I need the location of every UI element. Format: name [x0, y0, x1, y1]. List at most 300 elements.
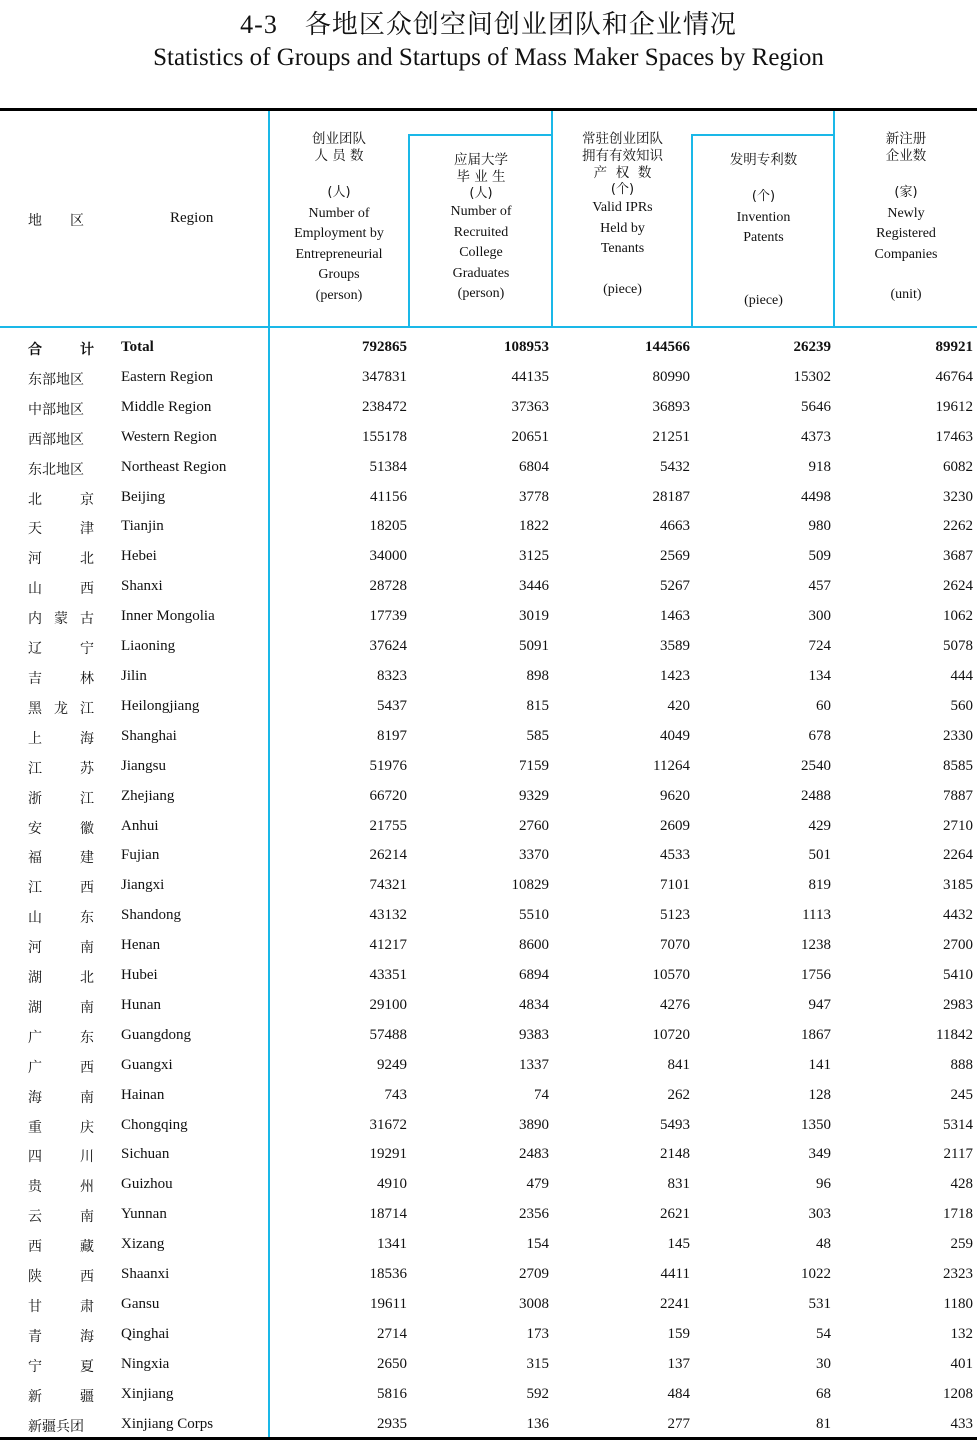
companies-value: 2624	[943, 578, 973, 595]
table-row	[0, 1261, 977, 1291]
region-name-cn: 天 津	[28, 521, 94, 538]
graduates-value: 44135	[511, 368, 549, 385]
ipr-value: 28187	[652, 488, 690, 505]
patents-value: 947	[808, 996, 831, 1013]
table-row	[0, 693, 977, 723]
region-name-en: Northeast Region	[121, 458, 227, 475]
header-en-line: Number of	[450, 204, 512, 219]
ipr-value: 484	[667, 1385, 690, 1402]
employment-value: 155178	[362, 428, 407, 445]
ipr-value: 21251	[652, 428, 690, 445]
table-row	[0, 1231, 977, 1261]
graduates-value: 592	[526, 1385, 549, 1402]
header-cn-line: 应届大学	[454, 152, 508, 168]
patents-value: 819	[808, 877, 831, 894]
ipr-value: 80990	[652, 368, 690, 385]
patents-value: 300	[808, 608, 831, 625]
graduates-value: 136	[526, 1415, 549, 1432]
patents-value: 4498	[801, 488, 831, 505]
ipr-value: 1423	[660, 667, 690, 684]
graduates-value: 8600	[519, 937, 549, 954]
region-name-cn: 安 徽	[28, 820, 94, 837]
table-row	[0, 603, 977, 633]
graduates-value: 5091	[519, 638, 549, 655]
header-cn-line: 产 权 数	[593, 165, 652, 181]
region-name-en: Middle Region	[121, 398, 212, 415]
companies-value: 2262	[943, 518, 973, 535]
graduates-value: 3890	[519, 1116, 549, 1133]
graduates-value: 5510	[519, 907, 549, 924]
table-row	[0, 543, 977, 573]
patents-value: 81	[816, 1415, 831, 1432]
region-name-en: Inner Mongolia	[121, 608, 215, 625]
table-row	[0, 1381, 977, 1411]
companies-value: 428	[950, 1176, 973, 1193]
region-name-cn: 山 西	[28, 581, 94, 598]
companies-value: 5314	[943, 1116, 973, 1133]
ipr-value: 2609	[660, 817, 690, 834]
table-row	[0, 872, 977, 902]
region-name-cn: 四 川	[28, 1149, 94, 1166]
graduates-value: 898	[526, 667, 549, 684]
ipr-value: 137	[667, 1355, 690, 1372]
region-name-en: Qinghai	[121, 1325, 170, 1342]
graduates-value: 3125	[519, 548, 549, 565]
graduates-value: 6894	[519, 967, 549, 984]
table-row	[0, 813, 977, 843]
table-row	[0, 753, 977, 783]
companies-value: 2700	[943, 937, 973, 954]
region-name-cn: 西 藏	[28, 1239, 94, 1256]
region-name-en: Hebei	[121, 548, 157, 565]
region-name-cn: 新 疆	[28, 1388, 94, 1405]
header-en-line: Graduates	[452, 265, 510, 281]
header-en-line: Entrepreneurial	[295, 246, 383, 262]
region-name-en: Henan	[121, 937, 161, 954]
header-en-line: Groups	[318, 267, 360, 282]
table-row	[0, 723, 977, 753]
table-row	[0, 1201, 977, 1231]
graduates-value: 7159	[519, 757, 549, 774]
companies-value: 1180	[943, 1296, 973, 1312]
region-name-en: Shaanxi	[121, 1266, 170, 1283]
header-en-line: (piece)	[744, 292, 783, 308]
ipr-value: 4663	[660, 518, 690, 535]
region-name-cn: 合 计	[28, 342, 94, 358]
patents-value: 1350	[801, 1116, 831, 1133]
employment-value: 41156	[370, 488, 407, 505]
patents-value: 509	[808, 548, 831, 565]
total-row	[0, 334, 977, 364]
graduates-value: 479	[526, 1176, 549, 1193]
table-row	[0, 962, 977, 992]
companies-value: 433	[950, 1415, 973, 1432]
top-rule	[0, 108, 977, 111]
header-en-line: Registered	[876, 226, 936, 241]
patents-value: 531	[808, 1296, 831, 1312]
ipr-value: 5267	[660, 578, 690, 595]
patents-value: 1022	[801, 1266, 831, 1283]
graduates-value: 2483	[519, 1146, 549, 1163]
employment-value: 238472	[362, 398, 407, 415]
table-title-en: Statistics of Groups and Startups of Mass Maker Spaces by Region	[153, 44, 824, 71]
ipr-value: 2621	[660, 1206, 690, 1223]
employment-value: 34000	[369, 548, 407, 565]
header-region-cn: 地区	[28, 213, 112, 229]
ipr-value: 9620	[660, 787, 690, 804]
companies-value: 8585	[943, 757, 973, 774]
graduates-value: 108953	[504, 339, 549, 355]
ipr-value: 5493	[660, 1116, 690, 1133]
region-name-cn: 河 南	[28, 940, 94, 957]
ipr-value: 3589	[660, 638, 690, 655]
region-name-cn: 湖 北	[28, 970, 94, 987]
employment-value: 19291	[369, 1146, 407, 1163]
header-en-line: Patents	[743, 230, 784, 245]
ipr-value: 10720	[652, 1026, 690, 1043]
table-row	[0, 1112, 977, 1142]
region-name-en: Zhejiang	[121, 787, 175, 804]
employment-value: 2935	[377, 1415, 407, 1432]
ipr-value: 2569	[660, 548, 690, 565]
companies-value: 1062	[943, 608, 973, 625]
employment-value: 1341	[377, 1236, 407, 1253]
header-cn-line: 人 员 数	[314, 148, 364, 164]
region-name-cn: 上 海	[28, 730, 94, 747]
companies-value: 17463	[935, 428, 973, 445]
graduates-value: 815	[526, 697, 549, 714]
region-name-en: Hunan	[121, 996, 161, 1013]
region-name-en: Heilongjiang	[121, 697, 200, 714]
companies-value: 2117	[943, 1146, 973, 1163]
graduates-value: 1822	[519, 518, 549, 535]
region-name-en: Xinjiang	[121, 1385, 174, 1402]
region-name-cn: 贵 州	[28, 1179, 94, 1196]
region-name-en: Shanxi	[121, 578, 163, 595]
region-name-cn: 湖 南	[28, 999, 94, 1016]
region-name-cn: 广 东	[28, 1029, 94, 1046]
employment-value: 31672	[369, 1116, 407, 1133]
table-row	[0, 1321, 977, 1351]
table-body	[0, 334, 977, 1441]
companies-value: 5078	[943, 638, 973, 655]
patents-value: 2540	[801, 757, 831, 774]
ipr-value: 36893	[652, 398, 690, 415]
employment-value: 2650	[377, 1355, 407, 1372]
companies-value: 2323	[943, 1266, 973, 1283]
bottom-rule	[0, 1437, 977, 1440]
companies-value: 3687	[943, 548, 973, 565]
region-name-en: Chongqing	[121, 1116, 188, 1133]
employment-value: 41217	[369, 937, 407, 954]
region-name-cn: 西部地区	[28, 431, 84, 448]
region-name-en: Jilin	[121, 667, 147, 684]
header-region-en: Region	[170, 210, 214, 226]
companies-value: 2983	[943, 996, 973, 1013]
table-row	[0, 1351, 977, 1381]
companies-value: 2710	[943, 817, 973, 834]
graduates-value: 9329	[519, 787, 549, 804]
header-ipr	[553, 131, 692, 300]
graduates-value: 3019	[519, 608, 549, 625]
region-name-cn: 黑 龙 江	[28, 700, 94, 717]
header-en-line: (person)	[315, 287, 363, 303]
region-name-en: Shandong	[121, 907, 181, 924]
header-graduates	[410, 152, 552, 305]
ipr-value: 4533	[660, 847, 690, 864]
ipr-value: 7101	[660, 877, 690, 894]
header-unit-cn: (家)	[894, 185, 918, 200]
region-name-cn: 江 苏	[28, 760, 94, 777]
region-name-en: Jiangsu	[121, 757, 166, 774]
header-bottom-rule	[0, 326, 977, 328]
patents-value: 429	[808, 817, 831, 834]
patents-value: 30	[816, 1355, 831, 1372]
employment-value: 66720	[369, 787, 407, 804]
ipr-value: 1463	[660, 608, 690, 625]
region-name-en: Guangdong	[121, 1026, 191, 1043]
header-unit-cn: (人)	[469, 186, 493, 201]
region-name-cn: 辽 宁	[28, 641, 94, 658]
graduates-value: 585	[526, 727, 549, 744]
region-name-cn: 重 庆	[28, 1119, 94, 1136]
employment-value: 5437	[377, 697, 407, 714]
companies-value: 11842	[936, 1026, 973, 1043]
header-unit-cn: (个)	[751, 189, 776, 204]
patents-value: 1867	[801, 1026, 831, 1043]
ipr-value: 144566	[645, 339, 690, 355]
patents-value: 918	[808, 458, 831, 475]
header-en-line: Companies	[874, 246, 938, 262]
graduates-value: 37363	[511, 398, 549, 415]
region-name-en: Xinjiang Corps	[121, 1415, 214, 1432]
region-name-en: Jiangxi	[121, 877, 165, 894]
employment-value: 18714	[369, 1206, 407, 1223]
header-en-line: (unit)	[890, 287, 922, 302]
employment-value: 9249	[377, 1056, 407, 1073]
graduates-value: 3446	[519, 578, 549, 595]
ipr-value: 262	[667, 1086, 690, 1103]
region-name-en: Guizhou	[121, 1176, 173, 1193]
patents-value: 501	[808, 847, 831, 864]
companies-value: 132	[950, 1325, 973, 1342]
header-cn-line: 毕 业 生	[456, 169, 506, 185]
patents-value: 1238	[801, 937, 831, 954]
table-row	[0, 842, 977, 872]
region-name-en: Anhui	[121, 817, 159, 834]
region-name-cn: 福 建	[28, 850, 94, 867]
region-name-en: Ningxia	[121, 1355, 170, 1372]
region-name-en: Hubei	[121, 967, 158, 984]
table-row	[0, 932, 977, 962]
patents-value: 54	[816, 1325, 831, 1342]
region-name-cn: 山 东	[28, 910, 94, 927]
companies-value: 444	[950, 667, 973, 684]
patents-value: 980	[808, 518, 831, 535]
region-name-en: Xizang	[121, 1236, 165, 1253]
graduates-value: 4834	[519, 996, 549, 1013]
ipr-value: 145	[667, 1236, 690, 1253]
patents-value: 678	[808, 727, 831, 744]
header-cn-line: 拥有有效知识	[582, 148, 663, 164]
region-name-cn: 内 蒙 古	[28, 611, 94, 628]
region-name-cn: 青 海	[28, 1328, 94, 1345]
header-companies	[835, 131, 977, 306]
patents-value: 141	[808, 1056, 831, 1073]
table-row	[0, 484, 977, 514]
region-name-cn: 陕 西	[28, 1269, 94, 1286]
header-en-line: Number of	[308, 205, 370, 221]
ipr-value: 11264	[653, 757, 690, 774]
table-row	[0, 394, 977, 424]
employment-value: 743	[384, 1086, 407, 1103]
companies-value: 259	[950, 1236, 973, 1253]
ipr-value: 4049	[660, 727, 690, 744]
graduates-value: 3778	[519, 488, 549, 505]
region-name-cn: 浙 江	[28, 790, 94, 807]
region-name-en: Guangxi	[121, 1056, 173, 1073]
header-unit-cn: (个)	[610, 182, 635, 197]
table-row	[0, 1082, 977, 1112]
companies-value: 3185	[943, 877, 973, 894]
header-cn-line: 创业团队	[312, 131, 366, 147]
graduates-value: 2760	[519, 817, 549, 834]
graduates-value: 3370	[519, 847, 549, 864]
header-en-line: Tenants	[600, 241, 645, 256]
table-row	[0, 992, 977, 1022]
employment-value: 28728	[369, 578, 407, 595]
graduates-value: 2709	[519, 1266, 549, 1283]
companies-value: 19612	[935, 398, 973, 415]
employment-value: 18536	[369, 1266, 407, 1283]
header-en-line: Employment by	[294, 226, 384, 241]
header-employment	[270, 131, 408, 306]
employment-value: 51384	[369, 458, 407, 475]
companies-value: 2264	[943, 847, 973, 864]
table-title-cn: 4-3 各地区众创空间创业团队和企业情况	[240, 10, 737, 39]
header-en-line: Newly	[887, 205, 925, 221]
table-row	[0, 364, 977, 394]
employment-value: 8323	[377, 667, 407, 684]
table-row	[0, 902, 977, 932]
patents-value: 303	[808, 1206, 831, 1223]
region-name-cn: 东北地区	[28, 461, 84, 478]
companies-value: 7887	[943, 787, 973, 804]
region-name-cn: 海 南	[28, 1089, 94, 1106]
region-name-en: Total	[121, 339, 154, 355]
patents-value: 2488	[801, 787, 831, 804]
patents-value: 457	[808, 578, 831, 595]
companies-value: 560	[950, 697, 973, 714]
table-row	[0, 1052, 977, 1082]
companies-value: 401	[950, 1355, 973, 1372]
patents-value: 68	[816, 1385, 831, 1402]
patents-value: 96	[816, 1176, 831, 1193]
companies-value: 1208	[943, 1385, 973, 1402]
graduates-value: 6804	[519, 458, 549, 475]
table-row	[0, 513, 977, 543]
region-name-cn: 宁 夏	[28, 1358, 94, 1375]
region-name-cn: 甘 肃	[28, 1299, 94, 1315]
companies-value: 1718	[943, 1206, 973, 1223]
companies-value: 46764	[935, 368, 973, 385]
header-en-line: Recruited	[453, 224, 509, 240]
employment-value: 2714	[377, 1325, 407, 1342]
region-name-cn: 北 京	[28, 491, 94, 508]
graduates-value: 1337	[519, 1056, 549, 1073]
header-unit-cn: (人)	[327, 185, 351, 200]
region-name-en: Western Region	[121, 428, 217, 445]
region-name-en: Eastern Region	[121, 368, 214, 385]
companies-value: 6082	[943, 458, 973, 475]
header-subline-2	[691, 134, 835, 136]
patents-value: 134	[808, 667, 831, 684]
employment-value: 51976	[369, 757, 407, 774]
header-cn-line: 企业数	[885, 148, 927, 164]
region-name-en: Sichuan	[121, 1146, 170, 1163]
graduates-value: 154	[526, 1236, 549, 1253]
employment-value: 26214	[369, 847, 407, 864]
region-name-en: Fujian	[121, 847, 160, 864]
ipr-value: 2148	[660, 1146, 690, 1163]
header-subline-1	[408, 134, 552, 136]
header-cn-line: 新注册	[885, 131, 927, 147]
table-row	[0, 633, 977, 663]
patents-value: 349	[808, 1146, 831, 1163]
companies-value: 888	[950, 1056, 973, 1073]
table-row	[0, 1141, 977, 1171]
companies-value: 5410	[943, 967, 973, 984]
ipr-value: 420	[667, 697, 690, 714]
table-row	[0, 573, 977, 603]
companies-value: 3230	[943, 488, 973, 505]
employment-value: 74321	[369, 877, 407, 894]
region-name-cn: 河 北	[28, 551, 94, 568]
table-row	[0, 454, 977, 484]
ipr-value: 4276	[660, 996, 690, 1013]
patents-value: 60	[816, 697, 831, 714]
employment-value: 17739	[369, 608, 407, 625]
table-row	[0, 1291, 977, 1321]
ipr-value: 2241	[660, 1296, 690, 1312]
patents-value: 4373	[801, 428, 831, 445]
patents-value: 5646	[801, 398, 831, 415]
companies-value: 4432	[943, 907, 973, 924]
region-name-en: Gansu	[121, 1296, 160, 1312]
employment-value: 29100	[369, 996, 407, 1013]
graduates-value: 2356	[519, 1206, 549, 1223]
table-row	[0, 783, 977, 813]
patents-value: 724	[808, 638, 831, 655]
patents-value: 128	[808, 1086, 831, 1103]
region-name-cn: 中部地区	[28, 401, 84, 418]
graduates-value: 315	[526, 1355, 549, 1372]
employment-value: 5816	[377, 1385, 407, 1402]
employment-value: 21755	[369, 817, 407, 834]
patents-value: 1756	[801, 967, 831, 984]
employment-value: 347831	[362, 368, 407, 385]
graduates-value: 74	[534, 1086, 549, 1103]
companies-value: 2330	[943, 727, 973, 744]
patents-value: 15302	[793, 368, 831, 385]
patents-value: 26239	[793, 339, 831, 355]
ipr-value: 159	[667, 1325, 690, 1342]
ipr-value: 7070	[660, 937, 690, 954]
companies-value: 89921	[935, 339, 973, 355]
table-row	[0, 663, 977, 693]
header-en-line: College	[459, 245, 503, 260]
table-row	[0, 1022, 977, 1052]
